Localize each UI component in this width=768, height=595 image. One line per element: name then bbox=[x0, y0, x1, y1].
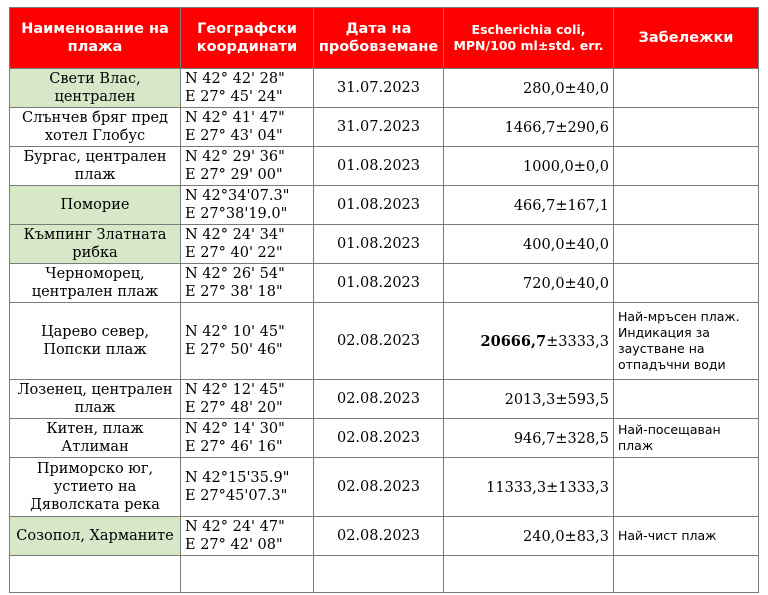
longitude: E 27° 29' 00" bbox=[185, 167, 283, 183]
coordinates bbox=[181, 108, 314, 147]
sampling-date: 02.08.2023 bbox=[314, 419, 444, 458]
sampling-date: 01.08.2023 bbox=[314, 225, 444, 264]
beach-name: Царево север, Попски плаж bbox=[10, 303, 181, 380]
note bbox=[614, 458, 759, 517]
sampling-date: 01.08.2023 bbox=[314, 264, 444, 303]
ecoli-value-text: 466,7±167,1 bbox=[513, 197, 609, 214]
coordinates bbox=[181, 419, 314, 458]
header-beach-name: Наименование на плажа bbox=[10, 8, 181, 69]
note bbox=[614, 69, 759, 108]
sampling-date: 02.08.2023 bbox=[314, 303, 444, 380]
coordinates bbox=[181, 147, 314, 186]
ecoli-value-text: 1000,0±0,0 bbox=[523, 158, 609, 175]
ecoli-value bbox=[444, 147, 614, 186]
ecoli-value bbox=[444, 225, 614, 264]
beach-name: Бургас, централен плаж bbox=[10, 147, 181, 186]
ecoli-value-text: 2013,3±593,5 bbox=[504, 391, 609, 408]
empty-cell bbox=[314, 556, 444, 593]
note: Най-чист плаж bbox=[614, 517, 759, 556]
coordinates bbox=[181, 186, 314, 225]
ecoli-value bbox=[444, 419, 614, 458]
empty-cell bbox=[181, 556, 314, 593]
ecoli-value-text: 400,0±40,0 bbox=[523, 236, 609, 253]
note bbox=[614, 186, 759, 225]
header-sampling-date: Дата на пробовземане bbox=[314, 8, 444, 69]
table-row bbox=[10, 69, 759, 108]
note bbox=[614, 108, 759, 147]
table-row bbox=[10, 517, 759, 556]
sampling-date: 31.07.2023 bbox=[314, 108, 444, 147]
table-row bbox=[10, 147, 759, 186]
coordinates bbox=[181, 264, 314, 303]
latitude: N 42° 42' 28" bbox=[185, 71, 285, 87]
longitude: E 27° 40' 22" bbox=[185, 245, 283, 261]
longitude: E 27° 42' 08" bbox=[185, 537, 283, 553]
longitude: E 27°38'19.0" bbox=[185, 206, 288, 222]
note bbox=[614, 225, 759, 264]
sampling-date: 31.07.2023 bbox=[314, 69, 444, 108]
sampling-date: 02.08.2023 bbox=[314, 517, 444, 556]
longitude: E 27° 50' 46" bbox=[185, 342, 283, 358]
table-row bbox=[10, 419, 759, 458]
table-row bbox=[10, 380, 759, 419]
beach-name: Лозенец, централен плаж bbox=[10, 380, 181, 419]
longitude: E 27° 38' 18" bbox=[185, 284, 283, 300]
ecoli-value bbox=[444, 380, 614, 419]
ecoli-value-text: 1466,7±290,6 bbox=[504, 119, 609, 136]
latitude: N 42° 41' 47" bbox=[185, 110, 285, 126]
note bbox=[614, 264, 759, 303]
table-header-row bbox=[10, 8, 759, 69]
ecoli-value-bold: 20666,7 bbox=[480, 332, 547, 350]
table-row bbox=[10, 225, 759, 264]
ecoli-value-text: 11333,3±1333,3 bbox=[486, 479, 609, 496]
beach-name: Черноморец, централен плаж bbox=[10, 264, 181, 303]
beach-water-quality-table bbox=[9, 7, 759, 593]
table-row-empty bbox=[10, 556, 759, 593]
coordinates bbox=[181, 458, 314, 517]
beach-name: Приморско юг, устието на Дяволската река bbox=[10, 458, 181, 517]
ecoli-value bbox=[444, 517, 614, 556]
ecoli-value bbox=[444, 303, 614, 380]
sampling-date: 02.08.2023 bbox=[314, 458, 444, 517]
table-row bbox=[10, 264, 759, 303]
ecoli-value bbox=[444, 186, 614, 225]
latitude: N 42°34'07.3" bbox=[185, 188, 290, 204]
table-row bbox=[10, 108, 759, 147]
note bbox=[614, 147, 759, 186]
ecoli-value bbox=[444, 264, 614, 303]
coordinates bbox=[181, 380, 314, 419]
sampling-date: 02.08.2023 bbox=[314, 380, 444, 419]
longitude: E 27°45'07.3" bbox=[185, 488, 288, 504]
sampling-date: 01.08.2023 bbox=[314, 186, 444, 225]
note bbox=[614, 380, 759, 419]
latitude: N 42° 10' 45" bbox=[185, 324, 285, 340]
coordinates bbox=[181, 69, 314, 108]
header-notes: Забележки bbox=[614, 8, 759, 69]
table-row bbox=[10, 186, 759, 225]
empty-cell bbox=[444, 556, 614, 593]
table-row bbox=[10, 303, 759, 380]
longitude: E 27° 43' 04" bbox=[185, 128, 283, 144]
sampling-date: 01.08.2023 bbox=[314, 147, 444, 186]
note: Най-мръсен плаж. Индикация за заустване на отпадъчни води bbox=[614, 303, 759, 380]
latitude: N 42° 24' 34" bbox=[185, 227, 285, 243]
longitude: E 27° 48' 20" bbox=[185, 400, 283, 416]
latitude: N 42° 14' 30" bbox=[185, 421, 285, 437]
beach-name: Созопол, Харманите bbox=[10, 517, 181, 556]
coordinates bbox=[181, 517, 314, 556]
coordinates bbox=[181, 225, 314, 264]
latitude: N 42°15'35.9" bbox=[185, 470, 290, 486]
latitude: N 42° 24' 47" bbox=[185, 519, 285, 535]
beach-name: Китен, плаж Атлиман bbox=[10, 419, 181, 458]
ecoli-value-text: 280,0±40,0 bbox=[523, 80, 609, 97]
coordinates bbox=[181, 303, 314, 380]
beach-name: Къмпинг Златната рибка bbox=[10, 225, 181, 264]
empty-cell bbox=[10, 556, 181, 593]
empty-cell bbox=[614, 556, 759, 593]
header-coordinates: Географски координати bbox=[181, 8, 314, 69]
ecoli-value bbox=[444, 458, 614, 517]
beach-name: Поморие bbox=[10, 186, 181, 225]
note: Най-посещаван плаж bbox=[614, 419, 759, 458]
header-ecoli: Escherichia coli, MPN/100 ml±std. err. bbox=[444, 8, 614, 69]
longitude: E 27° 45' 24" bbox=[185, 89, 283, 105]
latitude: N 42° 26' 54" bbox=[185, 266, 285, 282]
ecoli-value-text: ±3333,3 bbox=[546, 333, 609, 350]
ecoli-value-text: 946,7±328,5 bbox=[513, 430, 609, 447]
ecoli-value bbox=[444, 69, 614, 108]
latitude: N 42° 12' 45" bbox=[185, 382, 285, 398]
latitude: N 42° 29' 36" bbox=[185, 149, 285, 165]
ecoli-value-text: 240,0±83,3 bbox=[523, 528, 609, 545]
ecoli-value-text: 720,0±40,0 bbox=[523, 275, 609, 292]
beach-name: Свети Влас, централен bbox=[10, 69, 181, 108]
table-row bbox=[10, 458, 759, 517]
longitude: E 27° 46' 16" bbox=[185, 439, 283, 455]
beach-name: Слънчев бряг пред хотел Глобус bbox=[10, 108, 181, 147]
ecoli-value bbox=[444, 108, 614, 147]
